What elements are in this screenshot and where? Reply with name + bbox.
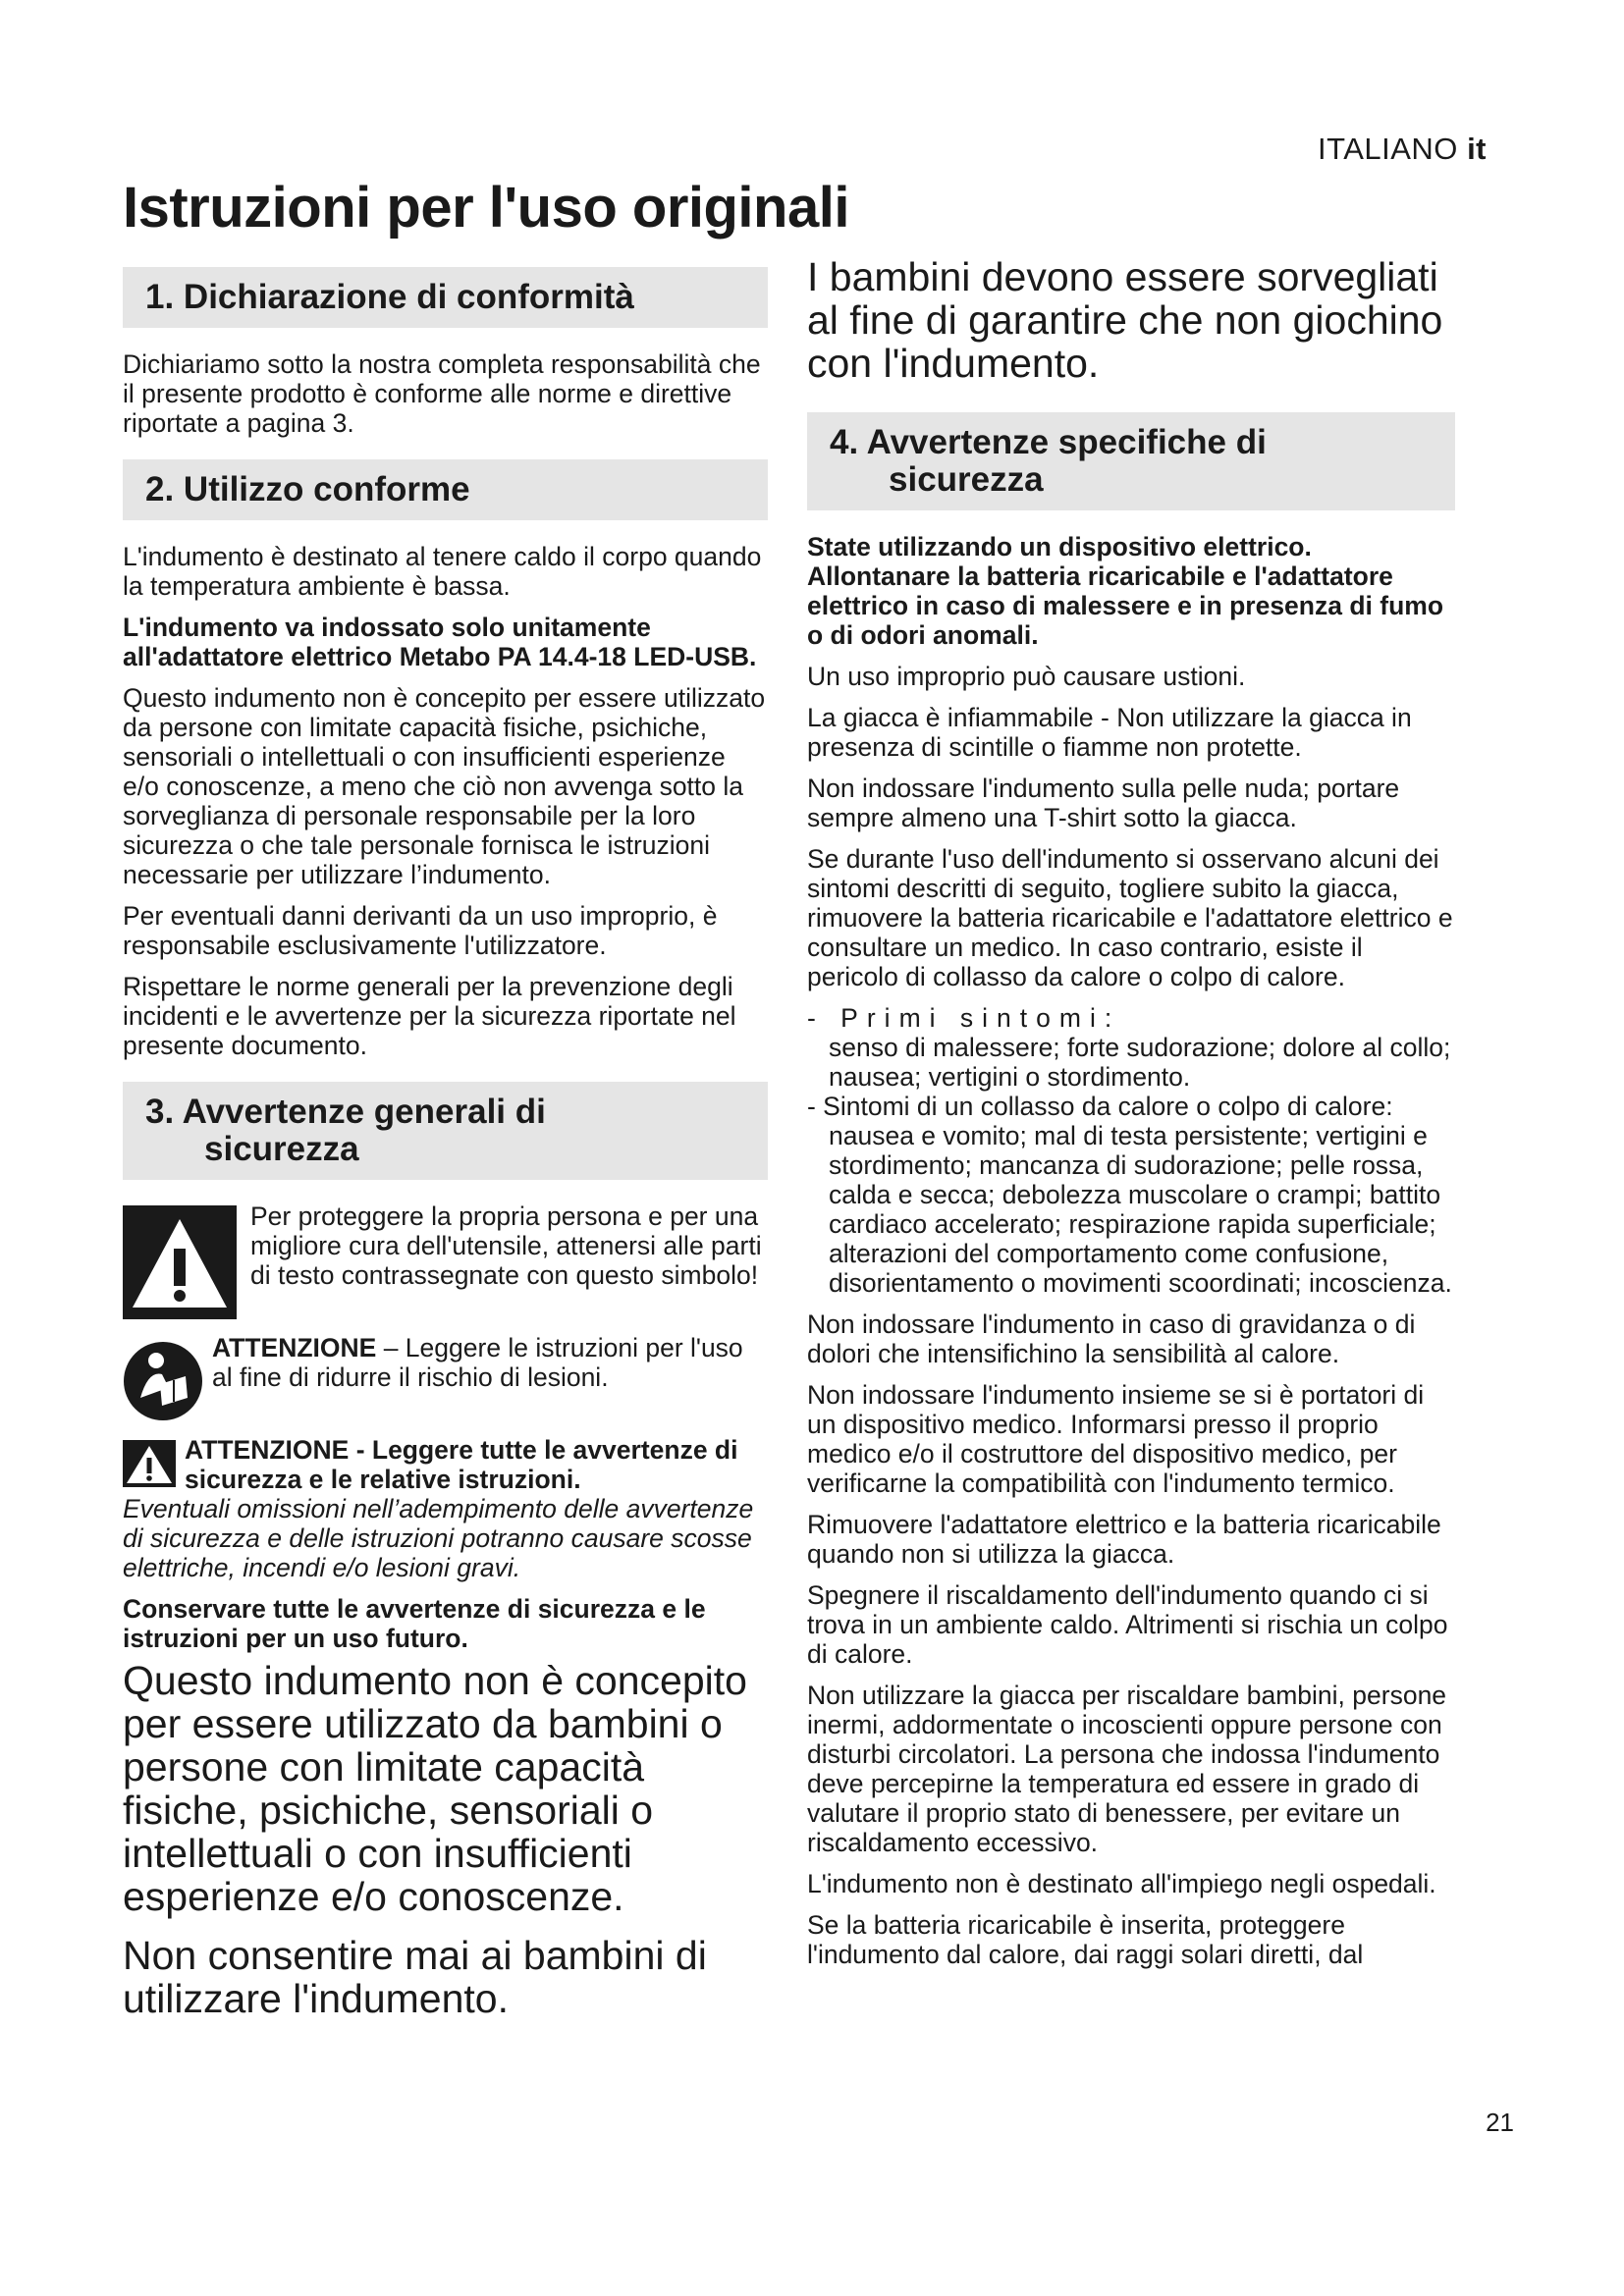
section-1-heading: 1. Dichiarazione di conformità xyxy=(123,267,768,328)
children-warning-1: Questo indumento non è concepito per essere utilizzato da bambini o persone con limitate capacità fisiche, psichiche, sensoriali o intellettuali o con insufficienti esperienze e/o conoscenze. xyxy=(123,1658,747,1919)
language-name: ITALIANO xyxy=(1317,132,1458,166)
attention-2-italic: Eventuali omissioni nell’adempimento delle avvertenze di sicurezza e delle istruzioni potranno causare scosse elettriche, incendi e/o lesioni gravi. xyxy=(123,1494,754,1582)
section-4-p8: Rimuovere l'adattatore elettrico e la batteria ricaricabile quando non si utilizza la giacca. xyxy=(807,1510,1441,1569)
first-symptoms-label: - Primi sintomi: xyxy=(807,1003,1121,1033)
first-symptoms-text: senso di malessere; forte sudorazione; dolore al collo; nausea; vertigini o stordimento. xyxy=(829,1033,1451,1092)
language-code: it xyxy=(1467,132,1487,166)
language-label xyxy=(1318,132,1487,167)
section-4-p10: Non utilizzare la giacca per riscaldare bambini, persone inermi, addormentate o incoscienti oppure persone con disturbi circolatori. La persona che indossa l'indumento deve percepirne la temperatura ed essere in grado di valutare il proprio stato di benessere, per evitare un riscaldamento eccessivo. xyxy=(807,1681,1447,1857)
left-column xyxy=(123,267,768,2036)
page-number: 21 xyxy=(1486,2108,1514,2137)
section-4-p5: Se durante l'uso dell'indumento si osservano alcuni dei sintomi descritti di seguito, togliere subito la giacca, rimuovere la batteria ricaricabile e l'adattatore elettrico e consultare un medico. In caso contrario, esiste il pericolo di collasso da calore o colpo di calore. xyxy=(807,844,1453,991)
warning-symbol-text: Per proteggere la propria persona e per una migliore cura dell'utensile, attenersi alle parti di testo contrassegnate con questo simbolo! xyxy=(250,1201,762,1290)
section-2-heading: 2. Utilizzo conforme xyxy=(123,459,768,520)
section-2-p1: L'indumento è destinato al tenere caldo il corpo quando la temperatura ambiente è bassa. xyxy=(123,542,762,601)
section-4-p11: L'indumento non è destinato all'impiego negli ospedali. xyxy=(807,1869,1436,1898)
attention-1-bold: ATTENZIONE xyxy=(212,1333,377,1362)
section-4-heading-line1: 4. Avvertenze specifiche di xyxy=(830,423,1267,461)
section-2-p2: L'indumento va indossato solo unitamente all'adattatore elettrico Metabo PA 14.4-18 LED-USB. xyxy=(123,613,757,671)
section-4-p12: Se la batteria ricaricabile è inserita, proteggere l'indumento dal calore, dai raggi solari diretti, dal xyxy=(807,1910,1364,1969)
section-4-p1: State utilizzando un dispositivo elettrico. Allontanare la batteria ricaricabile e l'adattatore elettrico in caso di malessere e in presenza di fumo o di odori anomali. xyxy=(807,532,1444,650)
section-4-heading xyxy=(807,412,1455,510)
section-4-p9: Spegnere il riscaldamento dell'indumento quando ci si trova in un ambiente caldo. Altrimenti si rischia un colpo di calore. xyxy=(807,1580,1448,1669)
attention-read-manual-row xyxy=(123,1333,768,1421)
section-4-p4: Non indossare l'indumento sulla pelle nuda; portare sempre almeno una T-shirt sotto la giacca. xyxy=(807,774,1400,832)
section-4-heading-line2: sicurezza xyxy=(889,460,1044,499)
children-warning-3: I bambini devono essere sorvegliati al fine di garantire che non giochino con l'indumento. xyxy=(807,254,1443,386)
section-2-p5: Rispettare le norme generali per la prevenzione degli incidenti e le avvertenze per la sicurezza riportate nel presente documento. xyxy=(123,972,736,1060)
list-item xyxy=(807,1003,1455,1092)
warning-symbol-row xyxy=(123,1201,768,1319)
attention-2-bold: ATTENZIONE - Leggere tutte le avvertenze di sicurezza e le relative istruzioni. xyxy=(185,1435,738,1494)
section-2-p4: Per eventuali danni derivanti da un uso improprio, è responsabile esclusivamente l'utilizzatore. xyxy=(123,901,718,960)
read-manual-icon xyxy=(123,1341,203,1421)
page-title: Istruzioni per l'uso originali xyxy=(123,176,849,240)
attention-1-text xyxy=(212,1333,768,1392)
warning-triangle-icon xyxy=(123,1205,237,1319)
attention-1-rest: – Leggere le istruzioni per l'uso al fine di ridurre il rischio di lesioni. xyxy=(212,1333,743,1392)
section-4-p6: Non indossare l'indumento in caso di gravidanza o di dolori che intensifichino la sensibilità al calore. xyxy=(807,1309,1416,1368)
section-3-heading xyxy=(123,1082,768,1180)
attention-read-all-row xyxy=(123,1435,768,1494)
right-column xyxy=(807,255,1455,1981)
section-1-text: Dichiariamo sotto la nostra completa responsabilità che il presente prodotto è conforme alle norme e direttive riportate a pagina 3. xyxy=(123,349,761,438)
children-warning-2: Non consentire mai ai bambini di utilizzare l'indumento. xyxy=(123,1933,707,2021)
section-3-heading-line1: 3. Avvertenze generali di xyxy=(145,1093,546,1131)
section-4-p2: Un uso improprio può causare ustioni. xyxy=(807,662,1246,691)
symptom-list xyxy=(807,1003,1455,1298)
section-2-p3: Questo indumento non è concepito per essere utilizzato da persone con limitate capacità fisiche, psichiche, sensoriali o intellettuali o con insufficienti esperienze e/o conoscenze, a meno che ciò non avvenga sotto la sorveglianza di personale responsabile per la loro sicurezza o che tale personale fornisca le istruzioni necessarie per utilizzare l’indumento. xyxy=(123,683,766,889)
section-3-heading-line2: sicurezza xyxy=(204,1130,359,1168)
section-4-p7: Non indossare l'indumento insieme se si è portatori di un dispositivo medico. Informarsi presso il proprio medico e/o il costruttore del dispositivo medico, per verificarne la compatibilità con l'indumento termico. xyxy=(807,1380,1425,1498)
small-warning-triangle-icon xyxy=(123,1440,176,1487)
keep-instructions-text: Conservare tutte le avvertenze di sicurezza e le istruzioni per un uso futuro. xyxy=(123,1594,706,1653)
section-4-p3: La giacca è infiammabile - Non utilizzare la giacca in presenza di scintille o fiamme non protette. xyxy=(807,703,1412,762)
list-item: - Sintomi di un collasso da calore o colpo di calore: nausea e vomito; mal di testa persistente; vertigini e stordimento; mancanza di sudorazione; pelle rossa, calda e secca; debolezza muscolare o crampi; battito cardiaco accelerato; respirazione rapida superficiale; alterazioni del comportamento come confusione, disorientamento o movimenti scoordinati; incoscienza. xyxy=(807,1092,1452,1298)
